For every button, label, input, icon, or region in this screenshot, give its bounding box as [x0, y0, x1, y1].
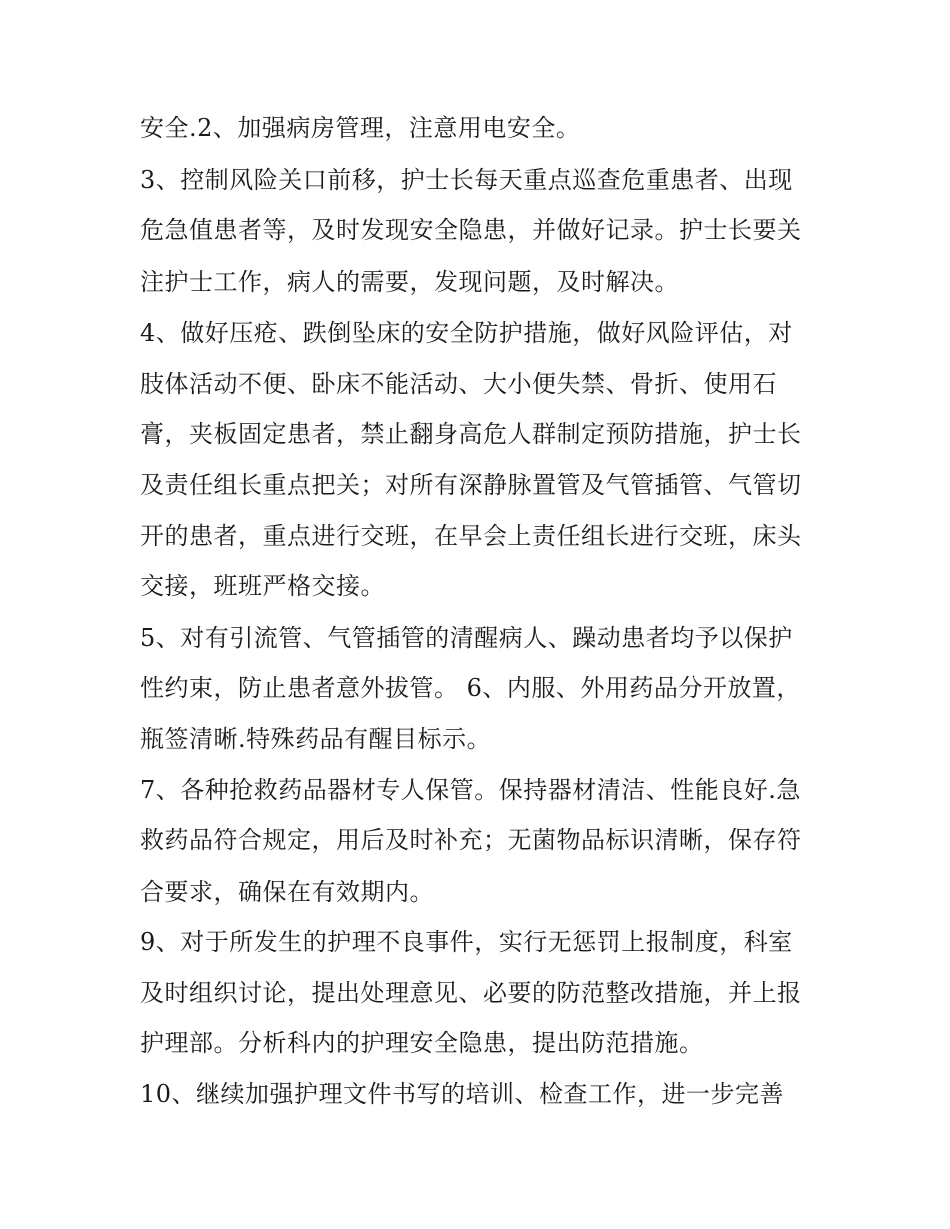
text-line: 膏，夹板固定患者，禁止翻身高危人群制定预防措施，护士长 — [140, 420, 802, 448]
text-line: 开的患者，重点进行交班，在早会上责任组长进行交班，床头 — [140, 522, 802, 550]
text-line: 及时组织讨论，提出处理意见、必要的防范整改措施，并上报 — [140, 979, 802, 1007]
text-line: 救药品符合规定，用后及时补充；无菌物品标识清晰，保存符 — [140, 826, 802, 854]
text-line: 4、做好压疮、跌倒坠床的安全防护措施，做好风险评估，对 — [140, 319, 793, 347]
text-line: 交接，班班严格交接。 — [140, 572, 385, 600]
text-line: 肢体活动不便、卧床不能活动、大小便失禁、骨折、使用石 — [140, 370, 777, 398]
text-line: 10、继续加强护理文件书写的培训、检查工作，进一步完善 — [140, 1080, 785, 1108]
text-line: 性约束，防止患者意外拔管。 6、内服、外用药品分开放置， — [140, 674, 801, 702]
text-line: 9、对于所发生的护理不良事件，实行无惩罚上报制度，科室 — [140, 928, 793, 956]
text-line: 7、各种抢救药品器材专人保管。保持器材清洁、性能良好.急 — [140, 776, 801, 804]
text-line: 安全.2、加强病房管理，注意用电安全。 — [140, 114, 581, 142]
text-line: 瓶签清晰.特殊药品有醒目标示。 — [140, 725, 492, 753]
text-line: 护理部。分析科内的护理安全隐患，提出防范措施。 — [140, 1029, 704, 1057]
text-line: 危急值患者等，及时发现安全隐患，并做好记录。护士长要关 — [140, 216, 802, 244]
text-line: 及责任组长重点把关；对所有深静脉置管及气管插管、气管切 — [140, 471, 802, 499]
text-line: 注护士工作，病人的需要，发现问题，及时解决。 — [140, 268, 679, 296]
text-line: 3、控制风险关口前移，护士长每天重点巡查危重患者、出现 — [140, 166, 793, 194]
text-line: 5、对有引流管、气管插管的清醒病人、躁动患者均予以保护 — [140, 624, 793, 652]
text-line: 合要求，确保在有效期内。 — [140, 878, 434, 906]
